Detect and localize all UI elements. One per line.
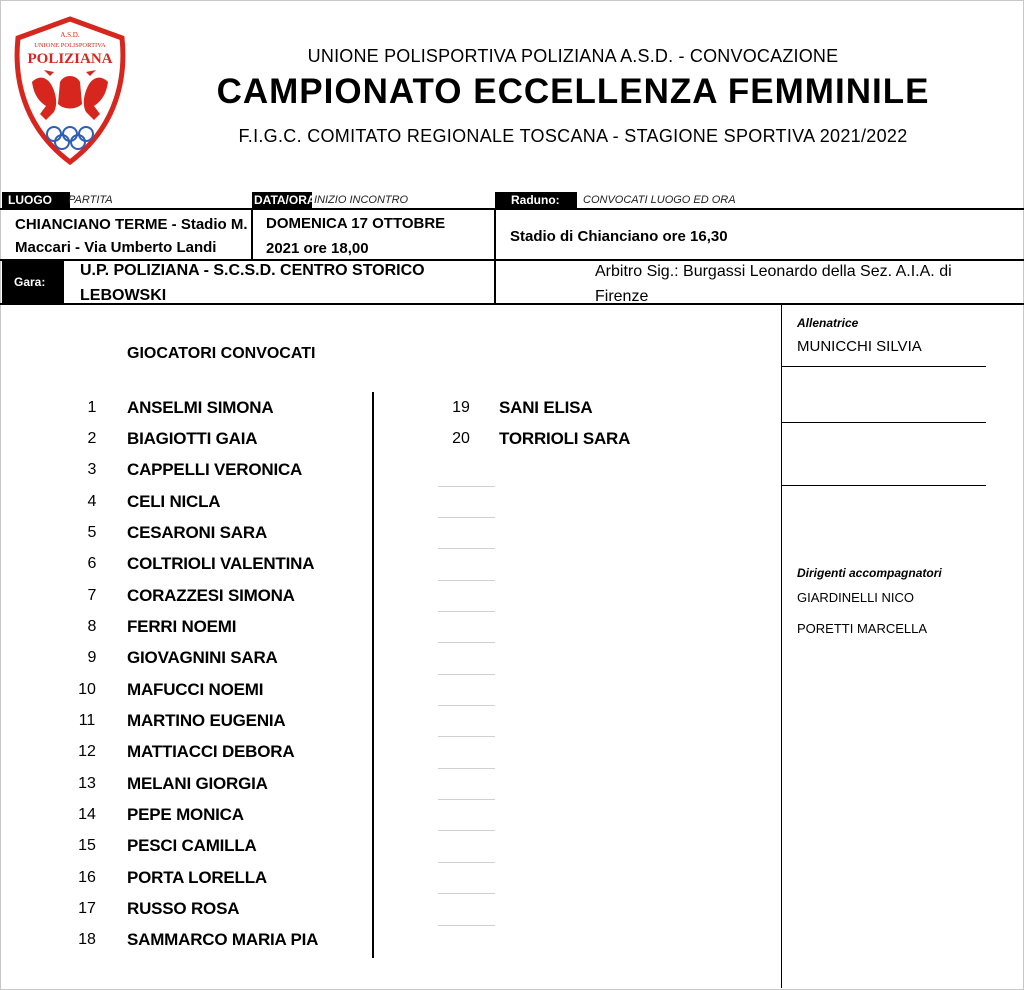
data-value-line1: DOMENICA 17 OTTOBRE: [266, 215, 446, 232]
player-number: 8: [87, 618, 97, 635]
staff-separator-2: [782, 422, 986, 423]
info-divider-1: [251, 208, 253, 260]
arbitro-line2: Firenze: [595, 288, 649, 305]
data-value-line2: 2021 ore 18,00: [266, 240, 369, 257]
player-number: 4: [87, 493, 97, 510]
gara-label-cell: [2, 261, 64, 303]
player-number: 14: [78, 806, 96, 823]
player-name: BIAGIOTTI GAIA: [127, 429, 258, 448]
data-ora-label: DATA/ORA: [254, 193, 316, 207]
player-number: 2: [87, 430, 97, 447]
player-number: 12: [78, 743, 96, 760]
player-number: 16: [78, 869, 96, 886]
empty-slot-line: [438, 736, 495, 737]
empty-slot-line: [438, 517, 495, 518]
player-name: PESCI CAMILLA: [127, 836, 257, 855]
raduno-label: Raduno:: [495, 192, 577, 208]
empty-slot-line: [438, 893, 495, 894]
empty-slot-line: [438, 862, 495, 863]
player-number: 5: [87, 524, 97, 541]
player-number: 1: [87, 399, 97, 416]
raduno-sublabel: CONVOCATI LUOGO ED ORA: [583, 194, 736, 206]
gara-value-line1: U.P. POLIZIANA - S.C.S.D. CENTRO STORICO: [80, 262, 425, 279]
logo-ring-text: UNIONE POLISPORTIVA: [34, 42, 106, 49]
empty-slot-line: [438, 674, 495, 675]
player-number: 6: [87, 555, 97, 572]
staff-separator-3: [782, 485, 986, 486]
season-line: F.I.G.C. COMITATO REGIONALE TOSCANA - STAGIONE SPORTIVA 2021/2022: [238, 126, 908, 146]
gara-label: Gara:: [14, 275, 46, 289]
player-number: 15: [78, 837, 96, 854]
player-number: 18: [78, 931, 96, 948]
player-name: CORAZZESI SIMONA: [127, 586, 295, 605]
player-name: CELI NICLA: [127, 492, 221, 511]
player-name: RUSSO ROSA: [127, 899, 240, 918]
logo-name-text: POLIZIANA: [27, 51, 113, 67]
player-number: 19: [452, 399, 470, 416]
manager-1: GIARDINELLI NICO: [797, 590, 915, 605]
player-name: MAFUCCI NOEMI: [127, 680, 264, 699]
logo-top-text: A.S.D.: [60, 31, 80, 39]
player-name: CAPPELLI VERONICA: [127, 460, 303, 479]
club-logo-shield-icon: [10, 16, 130, 166]
coach-name: MUNICCHI SILVIA: [797, 338, 922, 355]
gara-value-line2: LEBOWSKI: [80, 287, 167, 304]
player-name: ANSELMI SIMONA: [127, 398, 274, 417]
player-name: SAMMARCO MARIA PIA: [127, 930, 319, 949]
player-number: 10: [78, 681, 96, 698]
luogo-label: LUOGO: [2, 192, 70, 208]
empty-slot-line: [438, 925, 495, 926]
luogo-value-line2: Maccari - Via Umberto Landi: [15, 239, 217, 256]
empty-slot-line: [438, 486, 495, 487]
empty-slot-line: [438, 705, 495, 706]
empty-slot-line: [438, 548, 495, 549]
player-name: MARTINO EUGENIA: [127, 711, 286, 730]
player-name: PORTA LORELLA: [127, 868, 267, 887]
empty-slot-line: [438, 611, 495, 612]
luogo-value-line1: CHIANCIANO TERME - Stadio M.: [15, 216, 248, 233]
manager-2: PORETTI MARCELLA: [797, 621, 928, 636]
player-number: 17: [78, 900, 96, 917]
player-number: 11: [78, 712, 96, 729]
coach-label: Allenatrice: [797, 316, 859, 330]
luogo-sublabel: PARTITA: [68, 194, 113, 206]
player-name: GIOVAGNINI SARA: [127, 648, 278, 667]
staff-column-border: [781, 304, 782, 988]
info-divider-2: [494, 208, 496, 304]
player-name: MATTIACCI DEBORA: [127, 742, 295, 761]
managers-label: Dirigenti accompagnatori: [797, 566, 942, 580]
players-title: GIOCATORI CONVOCATI: [127, 345, 316, 362]
empty-slot-line: [438, 830, 495, 831]
player-number: 3: [87, 461, 97, 478]
player-name: FERRI NOEMI: [127, 617, 237, 636]
organization-line: UNIONE POLISPORTIVA POLIZIANA A.S.D. - CONVOCAZIONE: [307, 46, 839, 66]
data-ora-sublabel: INIZIO INCONTRO: [314, 194, 409, 206]
player-name: COLTRIOLI VALENTINA: [127, 554, 315, 573]
arbitro-line1: Arbitro Sig.: Burgassi Leonardo della Sez. A.I.A. di: [595, 263, 952, 280]
player-name: MELANI GIORGIA: [127, 774, 268, 793]
empty-slot-line: [438, 768, 495, 769]
player-name: PEPE MONICA: [127, 805, 244, 824]
player-number: 9: [87, 649, 97, 666]
players-column-divider: [372, 392, 374, 958]
player-name: TORRIOLI SARA: [499, 429, 631, 448]
empty-slot-line: [438, 580, 495, 581]
player-number: 7: [87, 587, 97, 604]
player-number: 13: [78, 775, 96, 792]
player-name: CESARONI SARA: [127, 523, 268, 542]
raduno-value: Stadio di Chianciano ore 16,30: [510, 228, 728, 245]
player-number: 20: [452, 430, 470, 447]
empty-slot-line: [438, 799, 495, 800]
info-top-border: [0, 208, 1024, 210]
empty-slot-line: [438, 642, 495, 643]
player-name: SANI ELISA: [499, 398, 593, 417]
page-title: CAMPIONATO ECCELLENZA FEMMINILE: [216, 72, 930, 111]
staff-separator-1: [782, 366, 986, 367]
